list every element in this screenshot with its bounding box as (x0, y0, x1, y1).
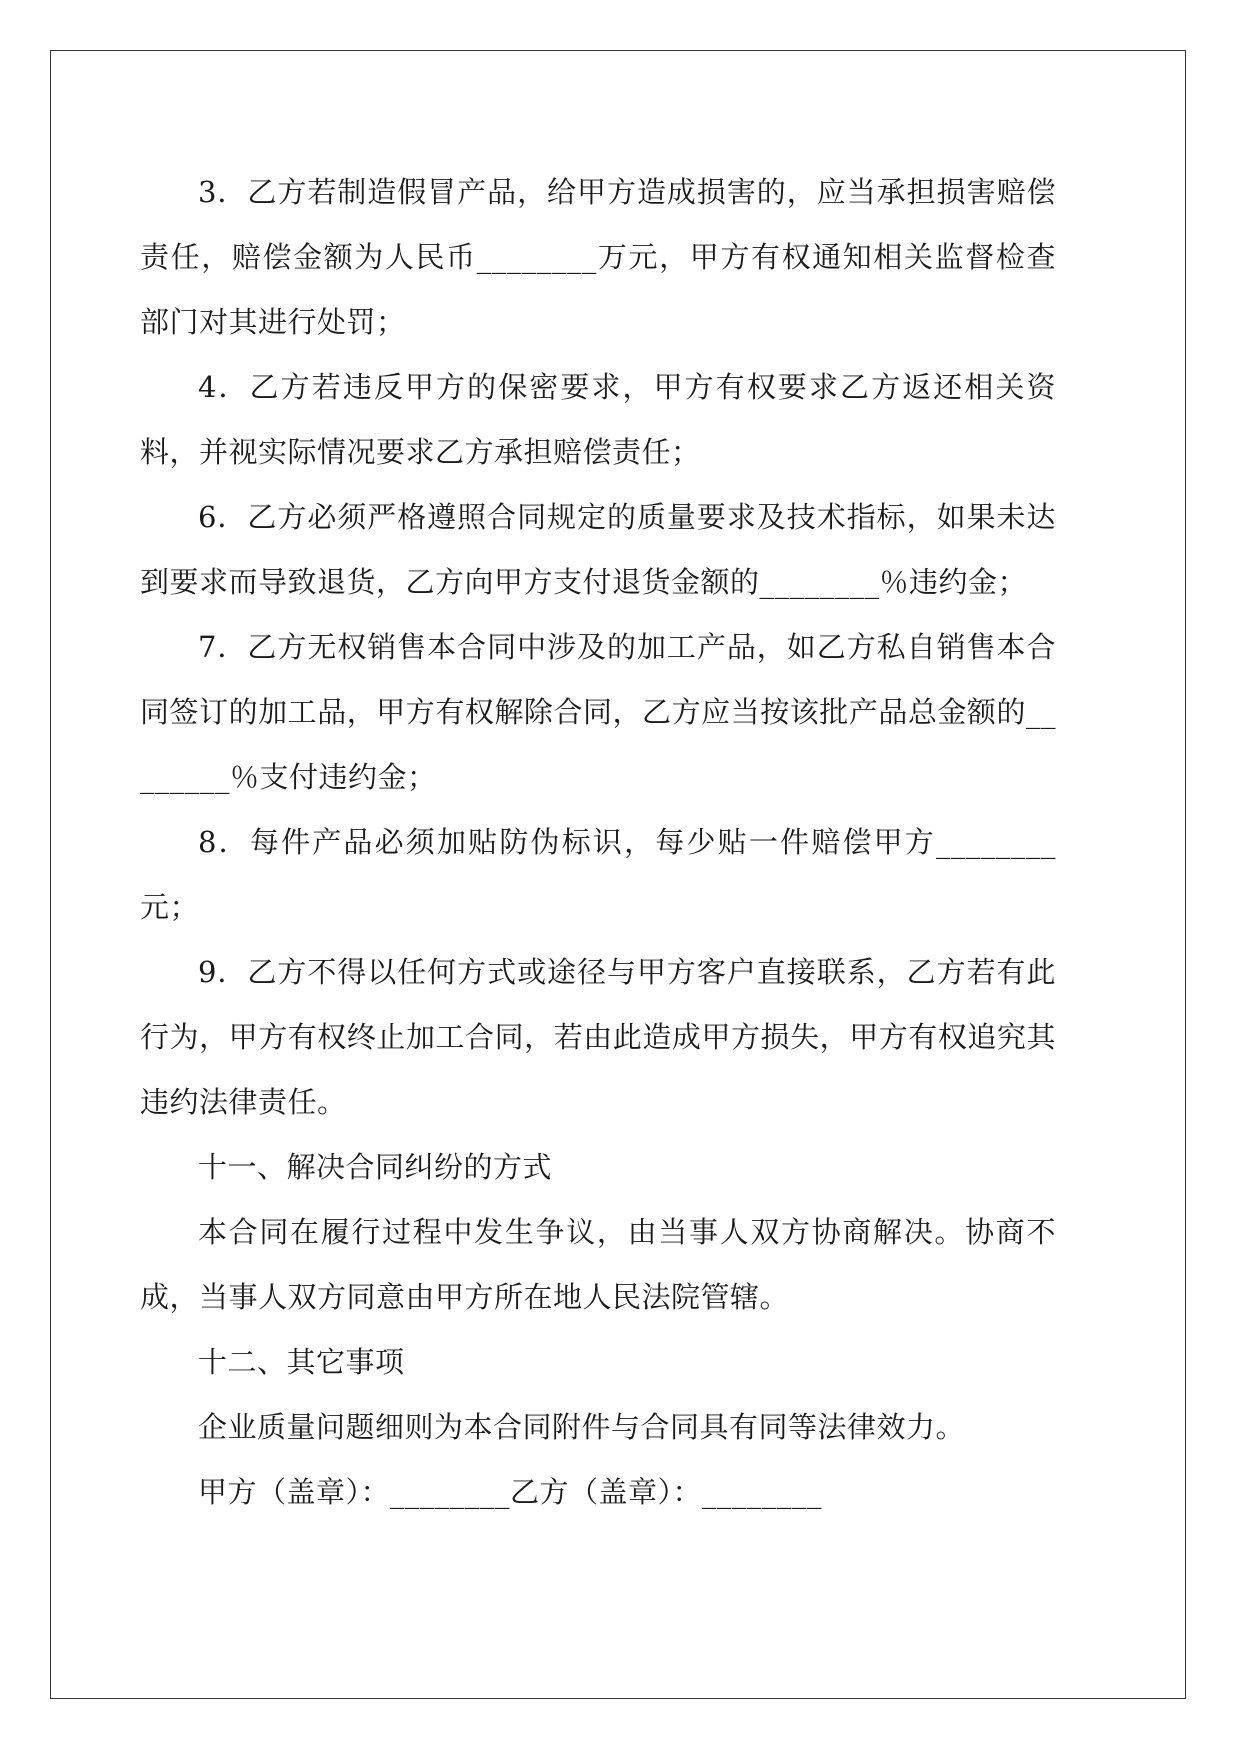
clause-9-customers: 9．乙方不得以任何方式或途径与甲方客户直接联系，乙方若有此行为，甲方有权终止加工合同，若由此造成甲方损失，甲方有权追究其违约法律责任。 (140, 955, 1056, 1119)
section-12-text: 企业质量问题细则为本合同附件与合同具有同等法律效力。 (198, 1410, 966, 1444)
clause-3-damages: 3．乙方若制造假冒产品，给甲方造成损害的，应当承担损害赔偿责任，赔偿金额为人民币________万元，甲方有权通知相关监督检查部门对其进行处罚； (140, 175, 1056, 339)
clause-4-confidentiality: 4．乙方若违反甲方的保密要求，甲方有权要求乙方返还相关资料，并视实际情况要求乙方承担赔偿责任； (140, 370, 1056, 469)
section-12-heading: 十二、其它事项 (198, 1345, 405, 1379)
section-11-text: 本合同在履行过程中发生争议，由当事人双方协商解决。协商不成，当事人双方同意由甲方所在地人民法院管辖。 (140, 1215, 1056, 1314)
clause-7-sales: 7．乙方无权销售本合同中涉及的加工产品，如乙方私自销售本合同签订的加工品，甲方有权解除合同，乙方应当按该批产品总金额的________％支付违约金； (140, 630, 1056, 794)
section-11-heading: 十一、解决合同纠纷的方式 (198, 1150, 553, 1184)
clause-8-anti-counterfeit: 8．每件产品必须加贴防伪标识，每少贴一件赔偿甲方________元； (140, 825, 1056, 924)
signature-line: 甲方（盖章）：________乙方（盖章）：________ (198, 1475, 823, 1509)
clause-6-quality: 6．乙方必须严格遵照合同规定的质量要求及技术指标，如果未达到要求而导致退货，乙方向甲方支付退货金额的________％违约金； (140, 500, 1056, 599)
document-body (140, 160, 1056, 1525)
